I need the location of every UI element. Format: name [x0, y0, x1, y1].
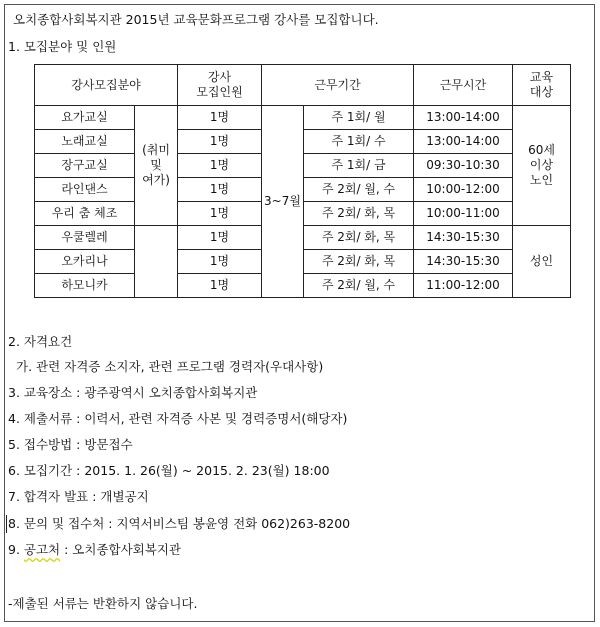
header-count — [178, 65, 262, 106]
instructor-count: 1명 — [178, 154, 262, 178]
section9-rest: : 오치종합사회복지관 — [60, 542, 181, 557]
footer-note: -제출된 서류는 반환하지 않습니다. — [8, 596, 198, 611]
work-frequency: 주 2회/ 화, 목 — [304, 250, 414, 274]
class-name: 라인댄스 — [35, 178, 135, 202]
table-row — [35, 106, 571, 130]
work-time: 09:30-10:30 — [414, 154, 513, 178]
work-time: 10:00-12:00 — [414, 178, 513, 202]
target-senior-line2: 이상 — [529, 158, 554, 172]
work-frequency: 주 1회/ 월 — [304, 106, 414, 130]
work-frequency: 주 1회/ 금 — [304, 154, 414, 178]
header-time: 근무시간 — [414, 65, 513, 106]
work-time: 10:00-11:00 — [414, 202, 513, 226]
category-line1: (취미 — [142, 143, 170, 157]
class-name: 요가교실 — [35, 106, 135, 130]
target-senior-line1: 60세 — [528, 143, 555, 157]
section-documents: 4. 제출서류 : 이력서, 관련 자격증 사본 및 경력증명서(해당자) — [8, 411, 348, 426]
header-count-line1: 강사 — [207, 70, 232, 84]
header-target-line2: 대상 — [529, 85, 554, 99]
section9-prefix: 9. — [8, 542, 24, 557]
work-frequency: 주 2회/ 월, 수 — [304, 274, 414, 298]
category-line3: 여가) — [142, 173, 170, 187]
class-name: 장구교실 — [35, 154, 135, 178]
header-period: 근무기간 — [262, 65, 414, 106]
section-notice-venue — [8, 542, 181, 558]
class-name: 노래교실 — [35, 130, 135, 154]
duration-cell: 3~7월 — [262, 106, 304, 298]
header-field: 강사모집분야 — [35, 65, 178, 106]
section-location: 3. 교육장소 : 광주광역시 오치종합사회복지관 — [8, 385, 258, 400]
work-time: 11:00-12:00 — [414, 274, 513, 298]
instructor-count: 1명 — [178, 178, 262, 202]
work-frequency: 주 2회/ 화, 목 — [304, 202, 414, 226]
recruitment-table — [34, 64, 571, 298]
document-title: 오치종합사회복지관 2015년 교육문화프로그램 강사를 모집합니다. — [13, 12, 379, 27]
target-senior-cell — [513, 106, 571, 226]
work-frequency: 주 2회/ 화, 목 — [304, 226, 414, 250]
work-frequency: 주 1회/ 수 — [304, 130, 414, 154]
section-recruitment-fields: 1. 모집분야 및 인원 — [8, 39, 117, 54]
header-target — [513, 65, 571, 106]
work-frequency: 주 2회/ 월, 수 — [304, 178, 414, 202]
category-line2: 및 — [150, 158, 162, 172]
section-qualifications: 2. 자격요건 — [8, 334, 73, 349]
category-cell — [135, 106, 178, 226]
target-adult-cell: 성인 — [513, 226, 571, 298]
instructor-count: 1명 — [178, 226, 262, 250]
category-empty-cell — [135, 226, 178, 298]
section-recruitment-period: 6. 모집기간 : 2015. 1. 26(월) ~ 2015. 2. 23(월) 18:00 — [8, 463, 330, 478]
class-name: 우쿨렐레 — [35, 226, 135, 250]
target-senior-line3: 노인 — [529, 173, 554, 187]
class-name: 하모니카 — [35, 274, 135, 298]
section9-label: 공고처 — [23, 542, 61, 557]
class-name: 오카리나 — [35, 250, 135, 274]
header-count-line2: 모집인원 — [196, 85, 243, 99]
work-time: 14:30-15:30 — [414, 250, 513, 274]
section-application-method: 5. 접수방법 : 방문접수 — [8, 437, 133, 452]
text-cursor — [6, 515, 7, 533]
table-header-row — [35, 65, 571, 106]
section-announcement: 7. 합격자 발표 : 개별공지 — [8, 489, 149, 504]
work-time: 14:30-15:30 — [414, 226, 513, 250]
work-time: 13:00-14:00 — [414, 106, 513, 130]
header-target-line1: 교육 — [529, 70, 554, 84]
instructor-count: 1명 — [178, 106, 262, 130]
work-time: 13:00-14:00 — [414, 130, 513, 154]
section-contact: 8. 문의 및 접수처 : 지역서비스팀 봉윤영 전화 062)263-8200 — [8, 516, 351, 531]
instructor-count: 1명 — [178, 130, 262, 154]
class-name: 우리 춤 체조 — [35, 202, 135, 226]
qualification-item: 가. 관련 자격증 소지자, 관련 프로그램 경력자(우대사항) — [16, 359, 324, 374]
instructor-count: 1명 — [178, 202, 262, 226]
instructor-count: 1명 — [178, 274, 262, 298]
instructor-count: 1명 — [178, 250, 262, 274]
